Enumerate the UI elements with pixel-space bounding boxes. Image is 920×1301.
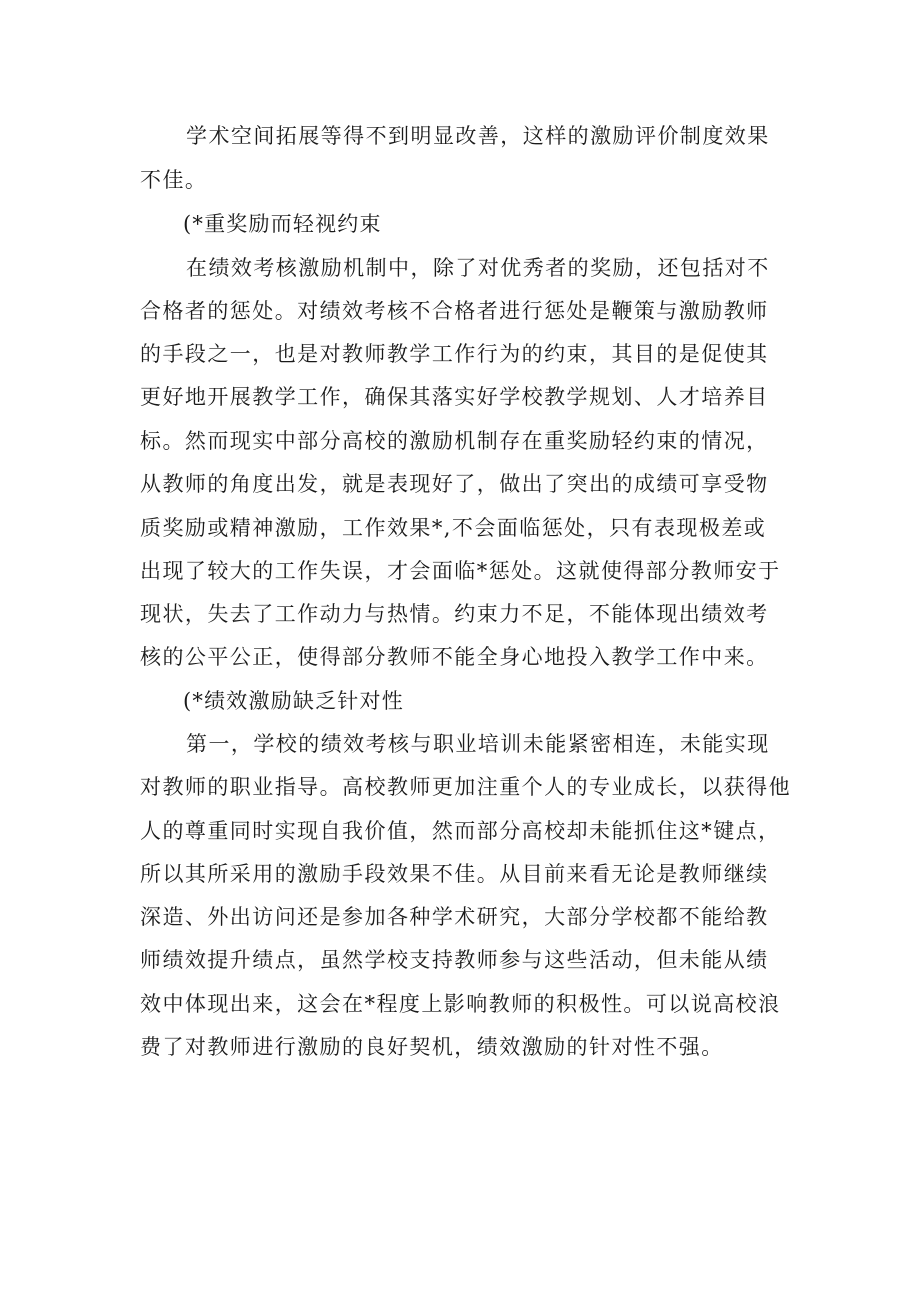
paragraph-line: 核的公平公正，使得部分教师不能全身心地投入教学工作中来。 — [140, 645, 769, 669]
paragraph-line: 标。然而现实中部分高校的激励机制存在重奖励轻约束的情况， — [140, 429, 769, 453]
paragraph-line: 学术空间拓展等得不到明显改善，这样的激励评价制度效果 — [186, 124, 770, 148]
paragraph-line: 质奖励或精神激励，工作效果*,不会面临惩处，只有表现极差或 — [140, 516, 767, 540]
paragraph-line: 人的尊重同时实现自我价值，然而部分高校却未能抓住这*键点， — [140, 819, 781, 843]
paragraph-line: 第一，学校的绩效考核与职业培训未能紧密相连，未能实现 — [186, 732, 770, 756]
paragraph-line: 的手段之一，也是对教师教学工作行为的约束，其目的是促使其 — [140, 342, 769, 366]
paragraph-line: 费了对教师进行激励的良好契机，绩效激励的针对性不强。 — [140, 1035, 724, 1059]
paragraph-line: 合格者的惩处。对绩效考核不合格者进行惩处是鞭策与激励教师 — [140, 299, 769, 323]
paragraph-line: 对教师的职业指导。高校教师更加注重个人的专业成长，以获得他 — [140, 775, 792, 799]
paragraph-line: 更好地开展教学工作，确保其落实好学校教学规划、人才培养目 — [140, 385, 769, 409]
paragraph-line: 不佳。 — [140, 168, 208, 192]
section-heading: (*绩效激励缺乏针对性 — [183, 689, 404, 713]
paragraph-line: 所以其所采用的激励手段效果不佳。从目前来看无论是教师继续 — [140, 862, 769, 886]
paragraph-line: 在绩效考核激励机制中，除了对优秀者的奖励，还包括对不 — [186, 256, 770, 280]
paragraph-line: 效中体现出来，这会在*程度上影响教师的积极性。可以说高校浪 — [140, 992, 781, 1016]
paragraph-line: 现状，失去了工作动力与热情。约束力不足，不能体现出绩效考 — [140, 602, 769, 626]
paragraph-line: 从教师的角度出发，就是表现好了，做出了突出的成绩可享受物 — [140, 472, 769, 496]
paragraph-line: 出现了较大的工作失误，才会面临*惩处。这就使得部分教师安于 — [140, 559, 781, 583]
paragraph-line: 师绩效提升绩点，虽然学校支持教师参与这些活动，但未能从绩 — [140, 948, 769, 972]
paragraph-line: 深造、外出访问还是参加各种学术研究，大部分学校都不能给教 — [140, 905, 769, 929]
section-heading: (*重奖励而轻视约束 — [183, 212, 382, 236]
